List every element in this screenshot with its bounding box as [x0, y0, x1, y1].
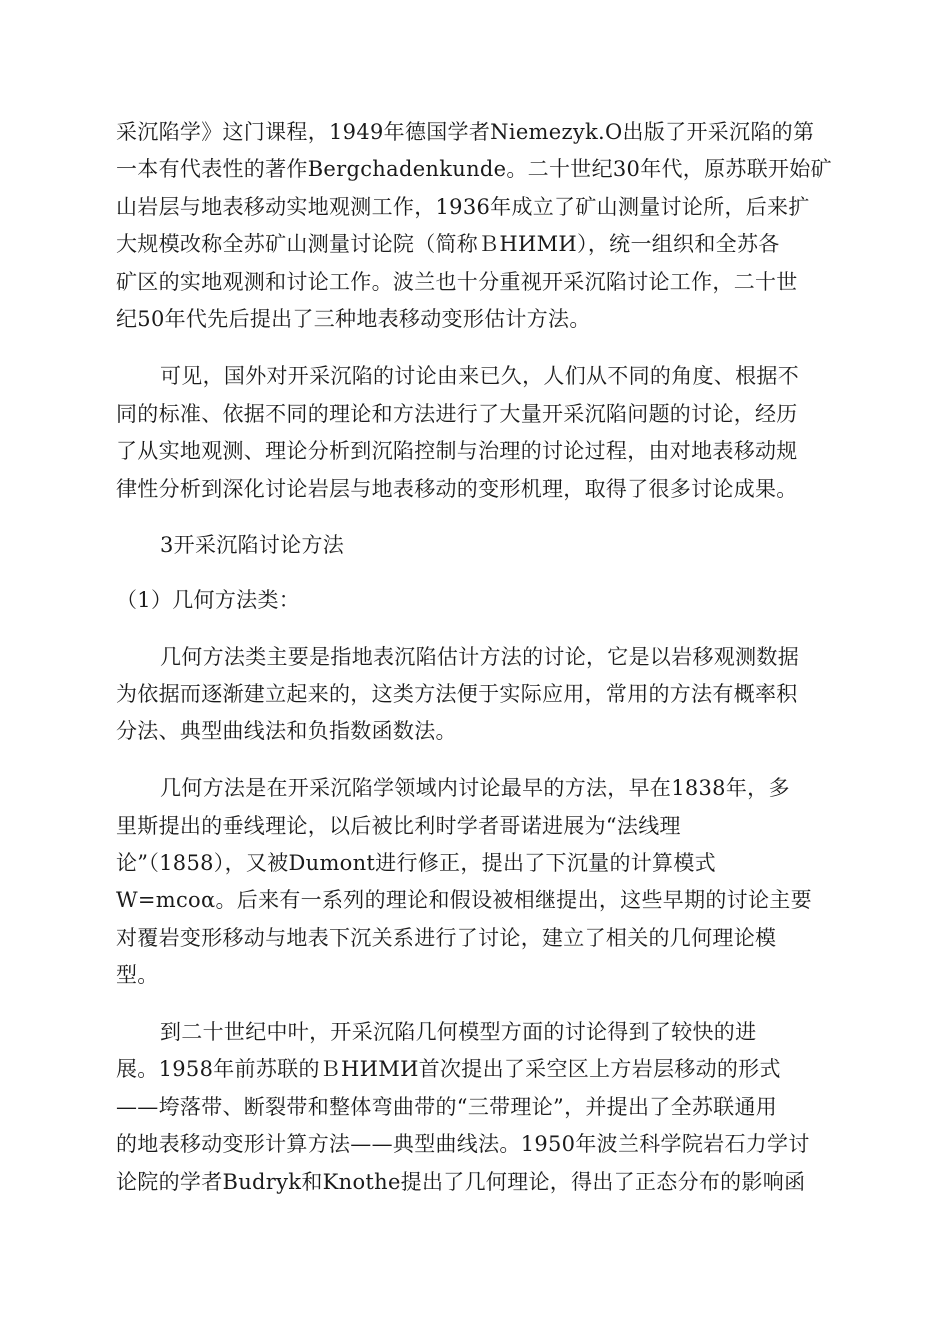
text-line: 纪50年代先后提出了三种地表移动变形估计方法。: [116, 307, 591, 331]
text-line: 对覆岩变形移动与地表下沉关系进行了讨论，建立了相关的几何理论模: [116, 926, 777, 950]
text-line: 大规模改称全苏矿山测量讨论院（简称ＢНИМИ），统一组织和全苏各: [116, 232, 780, 256]
subsection-heading: （1）几何方法类：: [116, 588, 301, 612]
text-line: 里斯提出的垂线理论，以后被比利时学者哥诺进展为“法线理: [116, 814, 681, 838]
text-line: W=mcoα。后来有一系列的理论和假设被相继提出，这些早期的讨论主要: [116, 888, 812, 912]
text-line: 论院的学者Budryk和Knothe提出了几何理论，得出了正态分布的影响函: [116, 1170, 806, 1194]
text-line: 到二十世纪中叶，开采沉陷几何模型方面的讨论得到了较快的进: [160, 1020, 757, 1044]
text-line: ——垮落带、断裂带和整体弯曲带的“三带理论”，并提出了全苏联通用: [116, 1095, 778, 1119]
text-line: 型。: [116, 963, 159, 987]
text-line: 可见，国外对开采沉陷的讨论由来已久，人们从不同的角度、根据不: [160, 364, 799, 388]
text-line: 一本有代表性的著作Bergchadenkunde。二十世纪30年代，原苏联开始矿: [116, 157, 832, 181]
text-line: 山岩层与地表移动实地观测工作，1936年成立了矿山测量讨论所，后来扩: [116, 195, 810, 219]
text-line: 几何方法类主要是指地表沉陷估计方法的讨论，它是以岩移观测数据: [160, 645, 799, 669]
text-line: 同的标准、依据不同的理论和方法进行了大量开采沉陷问题的讨论，经历: [116, 402, 798, 426]
section-heading: 3开采沉陷讨论方法: [160, 533, 345, 557]
text-line: 律性分析到深化讨论岩层与地表移动的变形机理，取得了很多讨论成果。: [116, 477, 798, 501]
text-line: 分法、典型曲线法和负指数函数法。: [116, 719, 457, 743]
text-line: 矿区的实地观测和讨论工作。波兰也十分重视开采沉陷讨论工作，二十世: [116, 270, 798, 294]
text-line: 几何方法是在开采沉陷学领域内讨论最早的方法，早在1838年，多: [160, 776, 790, 800]
text-line: 展。1958年前苏联的ＢНИМИ首次提出了采空区上方岩层移动的形式: [116, 1057, 781, 1081]
text-line: 为依据而逐渐建立起来的，这类方法便于实际应用，常用的方法有概率积: [116, 682, 798, 706]
text-line: 了从实地观测、理论分析到沉陷控制与治理的讨论过程，由对地表移动规: [116, 439, 798, 463]
text-line: 的地表移动变形计算方法——典型曲线法。1950年波兰科学院岩石力学讨: [116, 1132, 810, 1156]
text-line: 论”（1858），又被Dumont进行修正，提出了下沉量的计算模式: [116, 851, 716, 875]
text-line: 采沉陷学》这门课程，1949年德国学者Niemezyk.O出版了开采沉陷的第: [116, 120, 815, 144]
